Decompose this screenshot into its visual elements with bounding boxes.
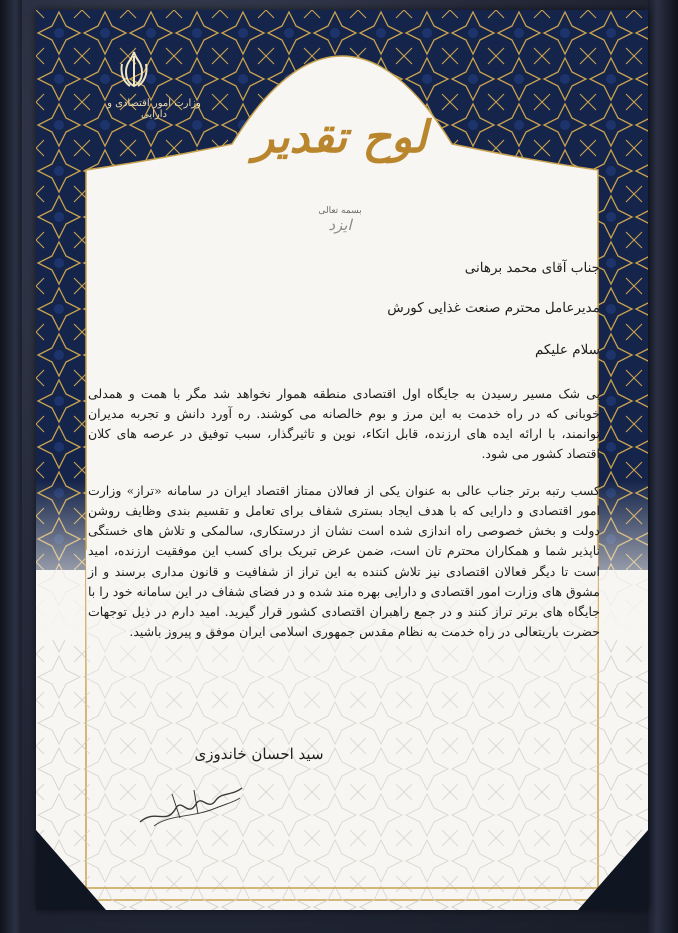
recipient-name: جناب آقای محمد برهانی <box>464 260 600 276</box>
invocation <box>300 206 380 234</box>
invocation-large: ایزد <box>328 216 352 234</box>
letter-body <box>88 258 600 659</box>
paragraph-1: بی شک مسیر رسیدن به جایگاه اول اقتصادی منطقه هموار نخواهد شد مگر با همت و همدلی خوبانی که در راه خدمت به این مرز و بوم خالصانه می کوشند. ره آورد دانش و تجربه مدیران توانمند، با ارائه ایده های ارزنده، قابل اتکاء، نوین و تاثیرگذار، سبب توفیق در عرصه های کلان اقتصاد کشور می شود. <box>88 385 600 462</box>
folder-right-edge <box>648 0 678 933</box>
signature-mark <box>136 778 246 832</box>
ministry-name: وزارت امور اقتصادی و دارایی <box>107 98 201 120</box>
invocation-small: بسمه تعالی <box>318 206 362 216</box>
greeting: سلام علیکم <box>534 341 600 358</box>
folder-left-edge <box>0 0 22 933</box>
signer-name: سید احسان خاندوزی <box>194 745 324 763</box>
recipient-position: مدیرعامل محترم صنعت غذایی کورش <box>387 299 600 316</box>
certificate-title: لوح تقدیر <box>253 112 427 163</box>
iran-emblem-icon <box>118 50 150 90</box>
paragraph-2: کسب رتبه برتر جناب عالی به عنوان یکی از فعالان ممتاز اقتصاد ایران در سامانه «تراز» وزارت امور اقتصادی و دارایی که با هدف ایجاد بستری شفاف برای تعامل و تقسیم بندی وظایف روشن دولت و بخش خصوصی راه اندازی شده است نشان از درستکاری، سالمکی و تلاش های خستگی ناپذیر شما و همکاران محترم تان است، ضمن عرض تبریک برای کسب این موفقیت ارزنده، امید است تا دیگر فعالان اقتصادی نیز تلاش کننده به این تراز از شفافیت و قانون مداری برسند و از مشوق های وزارت امور اقتصادی و دارایی بهره مند شده و در فضای شفاف در این سامانه خود را با جایگاه های برتر تراز کنند و در جمع راهبران اقتصادی کشور قرار گیرید. امید دارم در ذیل توجهات حضرت باریتعالی در راه خدمت به نظام مقدس جمهوری اسلامی ایران موفق و پیروز باشید. <box>88 482 600 640</box>
